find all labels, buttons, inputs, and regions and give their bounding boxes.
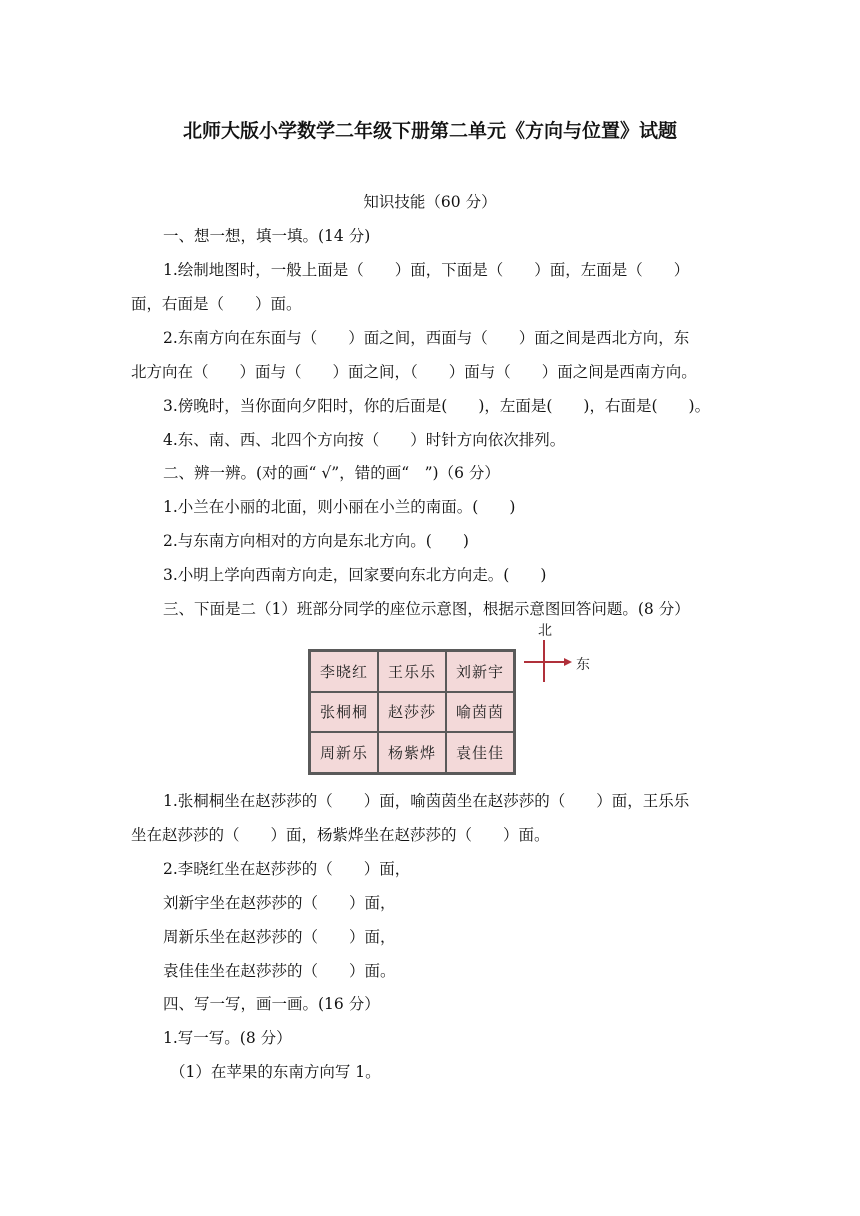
section-heading: 知识技能（60 分） [363, 193, 497, 211]
seat-cell: 刘新宇 [446, 651, 514, 692]
part1-q1-line2: 面，右面是（ ）面。 [131, 295, 302, 313]
page-title: 北师大版小学数学二年级下册第二单元《方向与位置》试题 [182, 120, 677, 142]
part3-heading: 三、下面是二（1）班部分同学的座位示意图，根据示意图回答问题。(8 分） [163, 600, 690, 618]
part2-heading: 二、辨一辨。(对的画“ √”，错的画“ ”)（6 分） [163, 464, 500, 482]
part3-q2-line2: 刘新宇坐在赵莎莎的（ ）面， [163, 894, 396, 912]
seat-cell: 喻茵茵 [446, 692, 514, 733]
part2-q3: 3.小明上学向西南方向走，回家要向东北方向走。( ) [163, 566, 547, 584]
part4-q1-item1: （1）在苹果的东南方向写 1。 [170, 1063, 381, 1081]
part1-q3: 3.傍晚时，当你面向夕阳时，你的后面是( )，左面是( )，右面是( )。 [163, 397, 711, 415]
seat-cell: 赵莎莎 [378, 692, 446, 733]
compass-diagram [520, 620, 600, 690]
part3-q2-line1: 2.李晓红坐在赵莎莎的（ ）面， [163, 860, 411, 878]
part4-q1: 1.写一写。(8 分） [163, 1029, 292, 1047]
part2-q1: 1.小兰在小丽的北面，则小丽在小兰的南面。( ) [163, 498, 516, 516]
seat-cell: 李晓红 [310, 651, 378, 692]
seat-cell: 王乐乐 [378, 651, 446, 692]
part1-q4: 4.东、南、西、北四个方向按（ ）时针方向依次排列。 [163, 431, 566, 449]
part1-q1-line1: 1.绘制地图时，一般上面是（ ）面，下面是（ ）面，左面是（ ） [163, 261, 690, 279]
seat-cell: 杨紫烨 [378, 732, 446, 773]
compass-east-label: 东 [576, 657, 590, 673]
seat-cell: 周新乐 [310, 732, 378, 773]
part1-q2-line2: 北方向在（ ）面与（ ）面之间，（ ）面与（ ）面之间是西南方向。 [131, 363, 697, 381]
part3-q1-line2: 坐在赵莎莎的（ ）面，杨紫烨坐在赵莎莎的（ ）面。 [131, 826, 550, 844]
seat-cell: 袁佳佳 [446, 732, 514, 773]
part3-q1-line1: 1.张桐桐坐在赵莎莎的（ ）面，喻茵茵坐在赵莎莎的（ ）面，王乐乐 [163, 792, 690, 810]
part3-q2-line3: 周新乐坐在赵莎莎的（ ）面， [163, 928, 396, 946]
seat-cell: 张桐桐 [310, 692, 378, 733]
part3-q2-line4: 袁佳佳坐在赵莎莎的（ ）面。 [163, 962, 396, 980]
seating-chart [308, 649, 516, 775]
part2-q2: 2.与东南方向相对的方向是东北方向。( ) [163, 532, 469, 550]
compass-north-label: 北 [538, 623, 552, 639]
part1-heading: 一、想一想，填一填。(14 分) [163, 227, 371, 245]
part4-heading: 四、写一写，画一画。(16 分） [163, 995, 380, 1013]
part1-q2-line1: 2.东南方向在东面与（ ）面之间，西面与（ ）面之间是西北方向，东 [163, 329, 690, 347]
